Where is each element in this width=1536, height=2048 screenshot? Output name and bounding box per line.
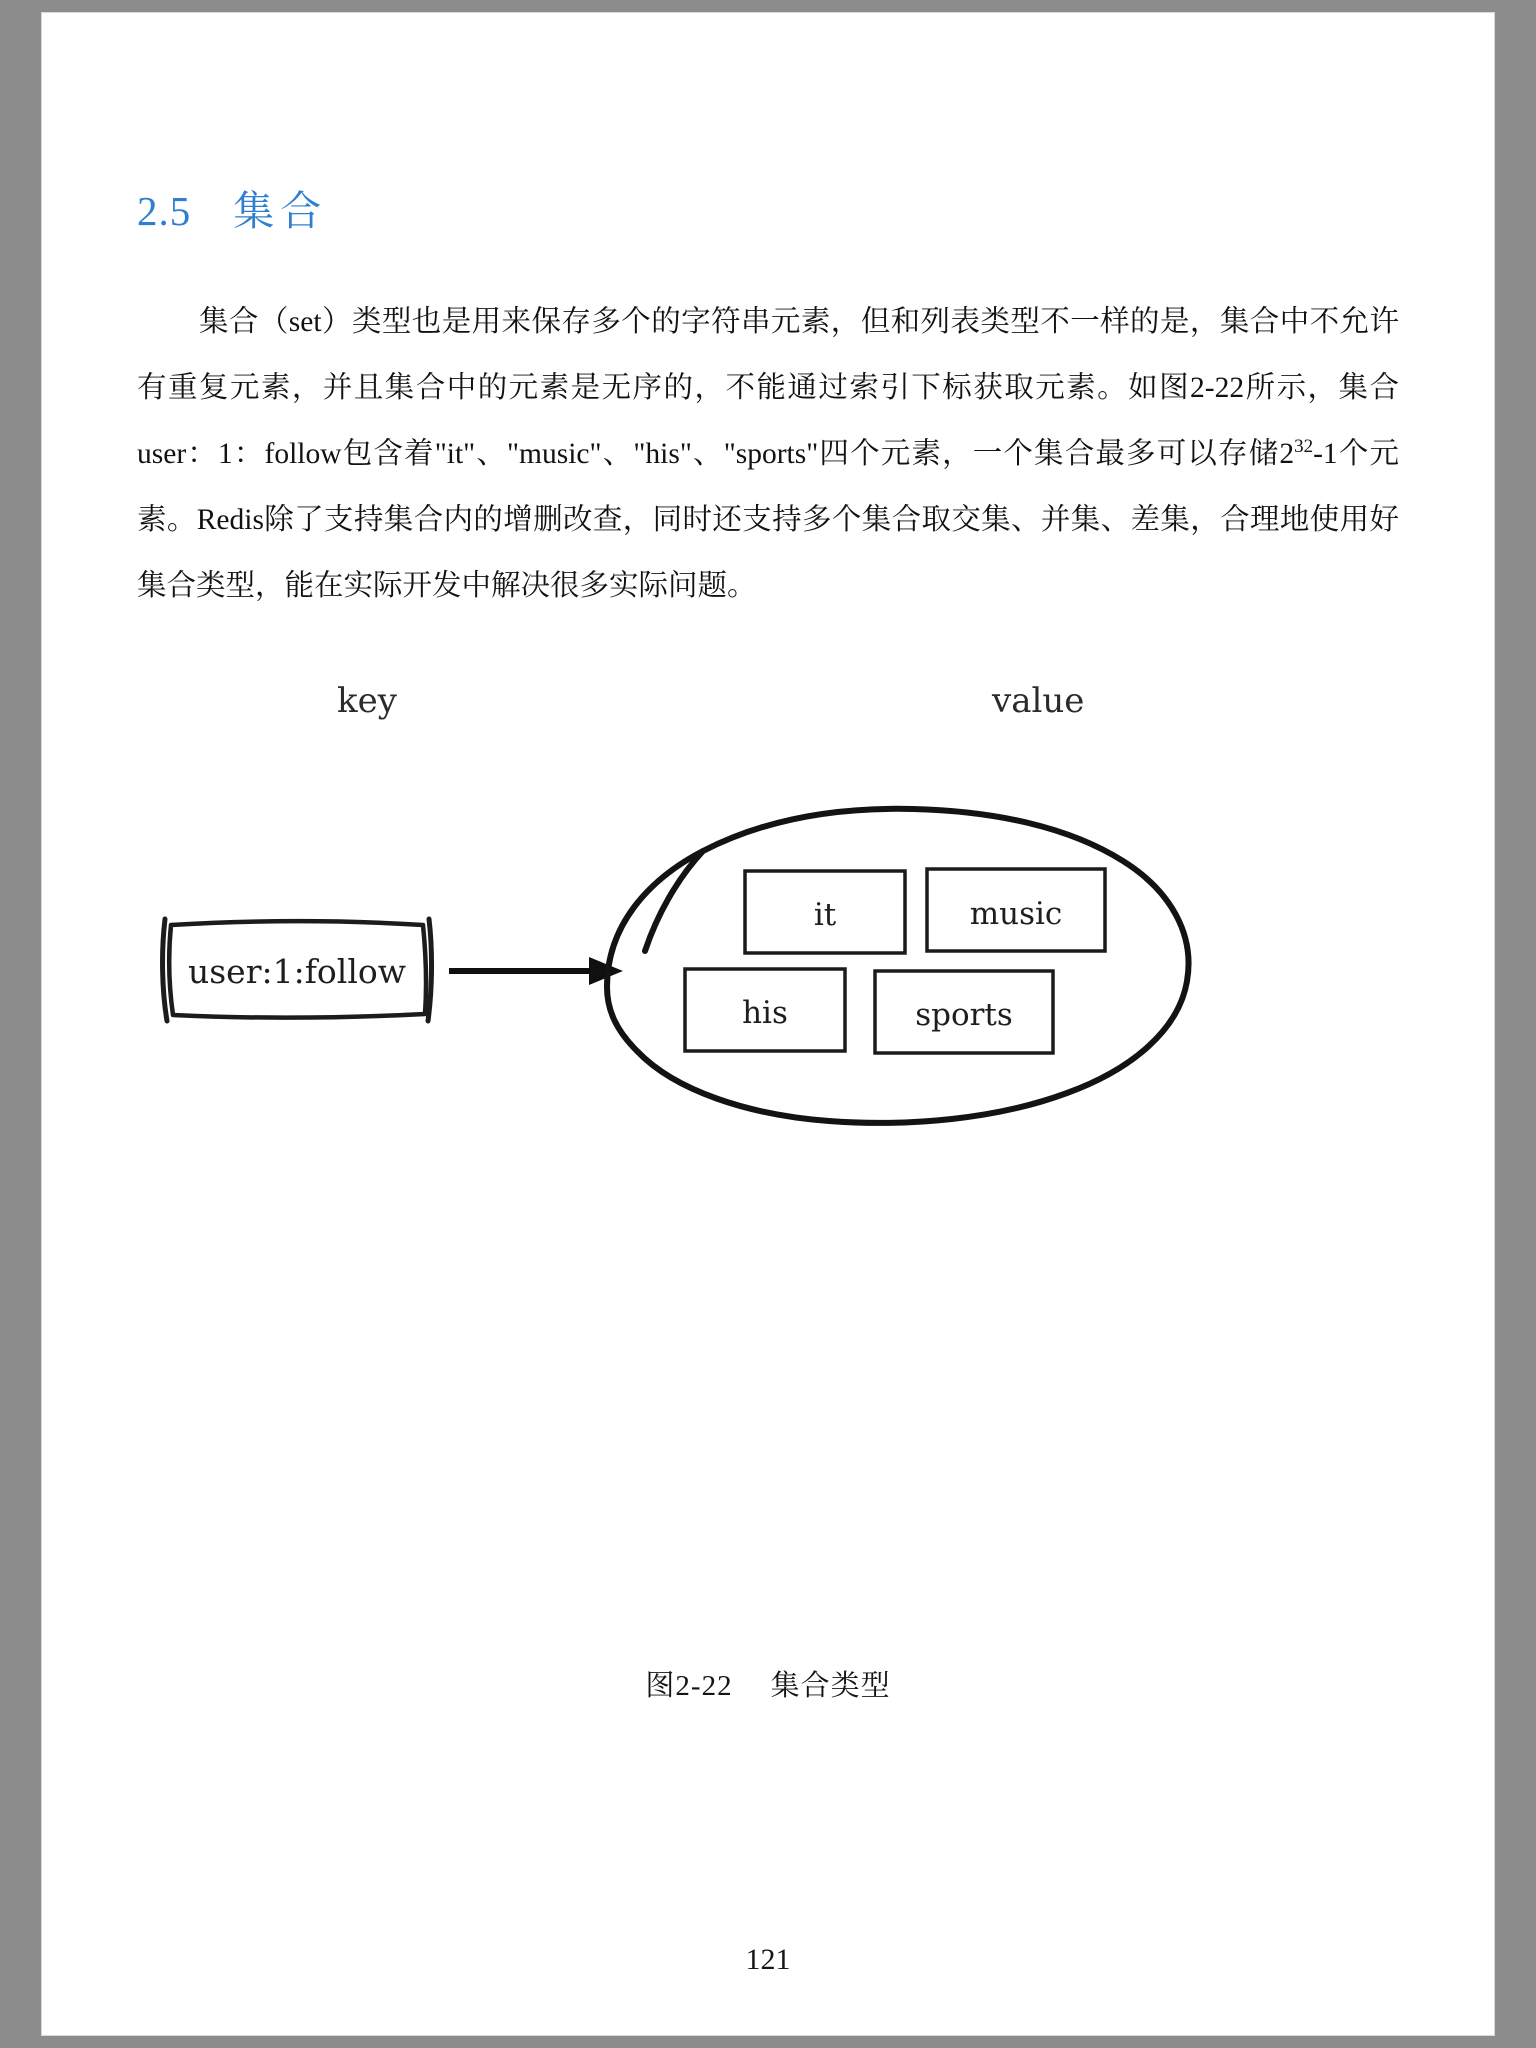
figure-key-box	[163, 919, 432, 1021]
page-number: 121	[745, 1943, 791, 1976]
figure-member-box-his	[685, 969, 845, 1051]
figure-arrow	[449, 957, 623, 985]
figure-caption	[137, 1663, 1399, 1704]
section-heading	[137, 178, 1399, 237]
section-number: 2.5	[137, 188, 192, 234]
paragraph-text-part2: -1个元素。Redis除了支持集合内的增删改查，同时还支持多个集合取交集、并集、差集，合理地使用好集合类型，能在实际开发中解决很多实际问题。	[137, 438, 1399, 602]
figure-member-text-sports: sports	[915, 997, 1013, 1033]
figure-set-blob	[607, 809, 1189, 1123]
figure-set-type	[137, 681, 1399, 1151]
figure-key-label: key	[337, 681, 397, 721]
figure-canvas	[137, 729, 1399, 1149]
paragraph-exponent: 32	[1294, 436, 1314, 458]
page-content	[42, 13, 1494, 2035]
section-title: 集合	[233, 188, 328, 234]
figure-caption-title: 集合类型	[770, 1670, 891, 1702]
figure-member-box-music	[927, 869, 1105, 951]
figure-member-text-music: music	[969, 896, 1063, 932]
body-paragraph	[137, 289, 1399, 619]
figure-member-box-sports	[875, 971, 1053, 1053]
figure-member-box-it	[745, 871, 905, 953]
figure-member-text-it: it	[813, 897, 837, 933]
figure-value-label: value	[992, 681, 1085, 721]
figure-member-text-his: his	[742, 995, 788, 1031]
figure-key-box-text: user:1:follow	[187, 952, 407, 991]
paragraph-text-part1: 集合（set）类型也是用来保存多个的字符串元素，但和列表类型不一样的是，集合中不允许有重复元素，并且集合中的元素是无序的，不能通过索引下标获取元素。如图2-22所示，集合user：1：follow包含着"it"、"music"、"his"、"sports"四个元素，一个集合最多可以存储2	[137, 306, 1399, 470]
document-page	[42, 13, 1494, 2035]
figure-caption-number: 图2-22	[645, 1670, 733, 1702]
